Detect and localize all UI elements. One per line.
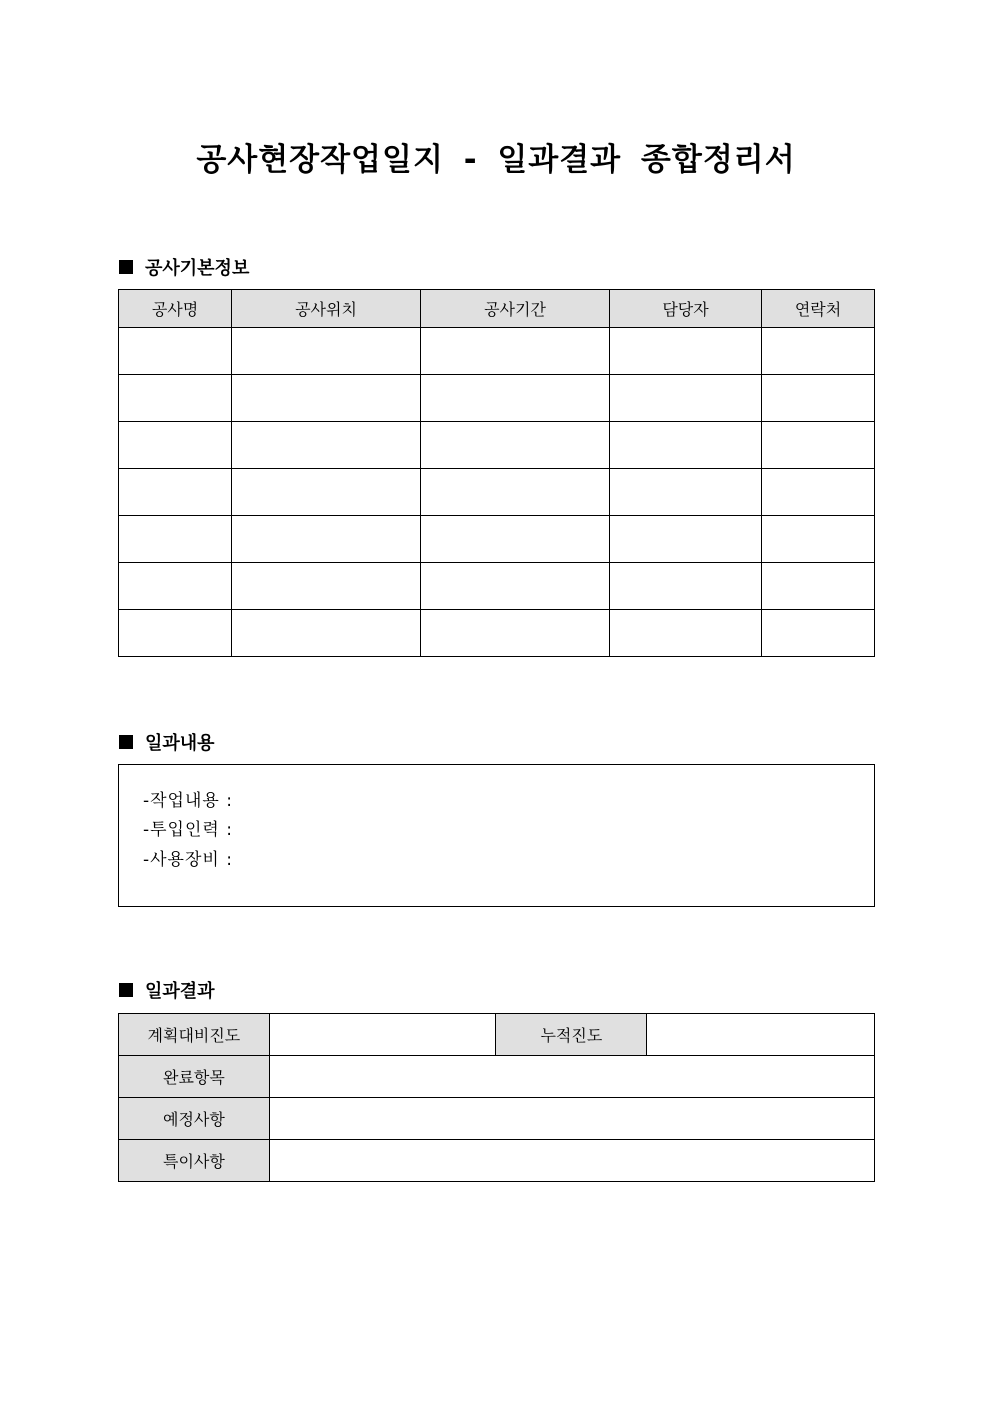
table-row: [119, 328, 875, 375]
planned-items-label: 예정사항: [119, 1098, 270, 1140]
cell-project-name[interactable]: [119, 563, 232, 610]
cell-project-name[interactable]: [119, 516, 232, 563]
section-basic-info-label: 공사기본정보: [145, 258, 250, 279]
cell-project-period[interactable]: [421, 563, 610, 610]
header-contact: 연락처: [762, 290, 875, 328]
cell-project-location[interactable]: [232, 563, 421, 610]
table-row: [119, 469, 875, 516]
cell-project-period[interactable]: [421, 469, 610, 516]
cell-project-period[interactable]: [421, 422, 610, 469]
cell-project-location[interactable]: [232, 328, 421, 375]
special-notes-label: 특이사항: [119, 1140, 270, 1182]
square-bullet-icon: [119, 260, 133, 274]
cell-manager[interactable]: [610, 328, 762, 375]
cell-project-name[interactable]: [119, 328, 232, 375]
cell-manager[interactable]: [610, 422, 762, 469]
plan-progress-label: 계획대비진도: [119, 1014, 270, 1056]
header-project-location: 공사위치: [232, 290, 421, 328]
table-row: [119, 516, 875, 563]
basic-info-table: [118, 289, 875, 657]
cell-contact[interactable]: [762, 469, 875, 516]
special-notes-value[interactable]: [269, 1140, 874, 1182]
table-row: [119, 375, 875, 422]
header-manager: 담당자: [610, 290, 762, 328]
section-content-label: 일과내용: [145, 733, 215, 754]
manpower-line: -투입인력 :: [143, 820, 233, 840]
equipment-line: -사용장비 :: [143, 850, 233, 870]
cell-project-name[interactable]: [119, 375, 232, 422]
cumulative-progress-label: 누적진도: [496, 1014, 647, 1056]
table-row: [119, 563, 875, 610]
document-title: 공사현장작업일지 - 일과결과 종합정리서: [196, 142, 796, 178]
plan-progress-value[interactable]: [269, 1014, 496, 1056]
cell-contact[interactable]: [762, 610, 875, 657]
table-row: [119, 1098, 875, 1140]
cell-project-location[interactable]: [232, 375, 421, 422]
cell-contact[interactable]: [762, 422, 875, 469]
table-header-row: [119, 290, 875, 328]
cell-project-period[interactable]: [421, 328, 610, 375]
cell-project-name[interactable]: [119, 422, 232, 469]
daily-result-table: [118, 1013, 875, 1182]
work-content-line: -작업내용 :: [143, 791, 233, 811]
table-row: [119, 610, 875, 657]
section-basic-info: [119, 254, 249, 280]
cell-project-location[interactable]: [232, 610, 421, 657]
header-project-name: 공사명: [119, 290, 232, 328]
completed-items-value[interactable]: [269, 1056, 874, 1098]
cell-contact[interactable]: [762, 328, 875, 375]
cell-project-name[interactable]: [119, 610, 232, 657]
planned-items-value[interactable]: [269, 1098, 874, 1140]
cell-project-period[interactable]: [421, 516, 610, 563]
completed-items-label: 완료항목: [119, 1056, 270, 1098]
cell-project-name[interactable]: [119, 469, 232, 516]
daily-content-box[interactable]: [118, 764, 875, 907]
cell-manager[interactable]: [610, 469, 762, 516]
table-row: [119, 422, 875, 469]
cell-manager[interactable]: [610, 563, 762, 610]
section-result: [119, 977, 215, 1003]
cell-project-period[interactable]: [421, 610, 610, 657]
cell-project-location[interactable]: [232, 469, 421, 516]
cell-project-period[interactable]: [421, 375, 610, 422]
header-project-period: 공사기간: [421, 290, 610, 328]
table-row: [119, 1140, 875, 1182]
square-bullet-icon: [119, 735, 133, 749]
cell-manager[interactable]: [610, 516, 762, 563]
cell-manager[interactable]: [610, 610, 762, 657]
section-content: [119, 729, 215, 755]
cell-project-location[interactable]: [232, 422, 421, 469]
cumulative-progress-value[interactable]: [647, 1014, 875, 1056]
cell-contact[interactable]: [762, 375, 875, 422]
cell-contact[interactable]: [762, 563, 875, 610]
square-bullet-icon: [119, 983, 133, 997]
section-result-label: 일과결과: [145, 981, 215, 1002]
cell-contact[interactable]: [762, 516, 875, 563]
table-row: [119, 1056, 875, 1098]
cell-project-location[interactable]: [232, 516, 421, 563]
cell-manager[interactable]: [610, 375, 762, 422]
table-row: [119, 1014, 875, 1056]
